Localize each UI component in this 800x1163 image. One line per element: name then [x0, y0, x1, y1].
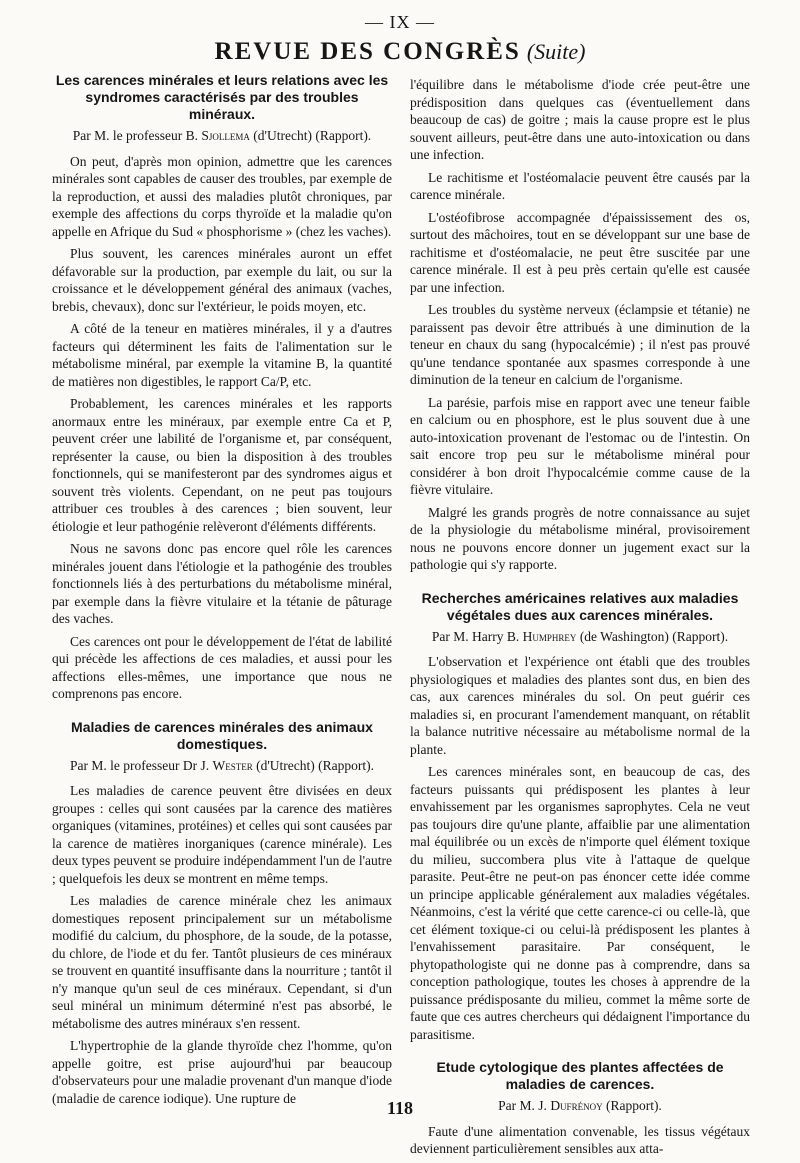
article-author-1: Par M. le professeur B. Sjollema (d'Utrecht) (Rapport).: [72, 128, 372, 143]
article-title-1: Les carences minérales et leurs relations avec les syndromes caractérisés par des troubles minéraux.: [55, 72, 389, 122]
paragraph: Le rachitisme et l'ostéomalacie peuvent être causés par la carence minérale.: [410, 169, 750, 202]
article-author-4: Par M. J. Dufrénoy (Rapport).: [498, 1098, 662, 1113]
header-title: REVUE DES CONGRÈS: [214, 38, 521, 65]
article-author-2: Par M. le professeur Dr J. Wester (d'Utrecht) (Rapport).: [70, 757, 374, 773]
left-column: [52, 72, 392, 1112]
paragraph: A côté de la teneur en matières minérales, il y a d'autres facteurs qui déterminent les faits de l'alimentation sur le métabolisme minéral, par exemple la vitamine B, la quantité de matières non digestibles, le rapport Ca/P, etc.: [52, 321, 392, 389]
paragraph: L'observation et l'expérience ont établi que des troubles physiologiques et maladies des plantes sont dus, en bien des cas, aux carences minérales du sol. On peut guérir ces maladies si, en procurant l'amendement manquant, on rétablit la balance nutritive nécessaire au métabolisme normal de la plante.: [410, 654, 750, 757]
article-title-3: Recherches américaines relatives aux maladies végétales dues aux carences minérales.: [421, 589, 739, 623]
right-column: [410, 76, 750, 1163]
paragraph: Nous ne savons donc pas encore quel rôle les carences minérales jouent dans l'étiologie et la pathogénie des troubles fonctionnels liés à des perturbations du métabolisme minéral, par exemple dans la fièvre vitulaire et la tétanie de pâturage des vaches.: [52, 541, 392, 626]
paragraph: Les carences minérales sont, en beaucoup de cas, des facteurs puissants qui prédisposent les plantes à leur envahissement par les organismes saprophytes. Cela ne veut pas toujours dire qu'une plante, affaiblie par une alimentation mal équilibrée ou un excès de n'importe quel élément toxique du milieu, succombera plus vite à l'attaque de quelque parasite. Peut-être ne peut-on pas énoncer cette idée comme un principe applicable généralement aux maladies végétales. Néanmoins, c'est la vérité que cette carence-ci ou celle-là, que cet élément toxique-ci ou celui-là prédisposent les plantes à l'envahissement parasitaire. Par conséquent, le phytopathologiste qui ne donne pas à comprendre, dans sa conception pathologique, toutes les choses à apprendre de la puissance prédisposante du milieu, commet la même sorte de faute que ces autres chercheurs qui dédaignent l'importance du parasitisme.: [410, 764, 750, 1042]
paragraph: Probablement, les carences minérales et les rapports anormaux entre les minéraux, par exemple entre Ca et P, peuvent créer une labilité de l'organisme et, par conséquent, représenter la cause, ou bien la disposition à des troubles fonctionnels, qui se manifesteront par des syndromes aigus et souvent très violents. Cependant, on ne peut pas toujours attribuer ces troubles à des carences ; bien souvent, leur étiologie et leur pathogénie relèveront d'éléments différents.: [52, 396, 392, 534]
page-header: [0, 38, 800, 66]
roman-page-number: — IX —: [365, 12, 435, 32]
article-title-4: Etude cytologique des plantes affectées de maladies de carences.: [436, 1059, 724, 1092]
page-number: 118: [386, 1098, 413, 1118]
paragraph: L'ostéofibrose accompagnée d'épaississement des os, surtout des mâchoires, tout en se développant sur une base de rachitisme et d'ostéomalacie, ne peut être suscitée par une carence minérale. Il est à peu près certain qu'elle est causée par une infection.: [410, 209, 750, 295]
paragraph: On peut, d'après mon opinion, admettre que les carences minérales sont capables de causer des troubles, par exemple de la reproduction, et aussi des maladies plutôt chroniques, par exemple des affections du corps thyroïde et la maladie qu'on appelle en Afrique du Sud « phosphorisme » (chez les vaches).: [52, 153, 392, 239]
article-author-3: Par M. Harry B. Humphrey (de Washington) (Rapport).: [431, 628, 729, 644]
article-title-2: Maladies de carences minérales des animaux domestiques.: [71, 718, 373, 752]
paragraph: Ces carences ont pour le développement de l'état de labilité qui précède les affections de ces maladies, et aussi pour les affections elles-mêmes, une importance que nous ne comprenons pas encore.: [52, 633, 392, 701]
paragraph: Les troubles du système nerveux (éclampsie et tétanie) ne paraissent pas devoir être attribués à une diminution de la teneur en chaux du sang (hypocalcémie) ; il n'est pas prouvé qu'une tendance spontanée aux spasmes corresponde à une diminution de la teneur en calcium de l'organisme.: [410, 302, 750, 387]
paragraph: L'hypertrophie de la glande thyroïde chez l'homme, qu'on appelle goitre, est prise aujourd'hui par beaucoup d'observateurs pour une maladie provenant d'un manque d'iode (maladie de carence iodique). Une rupture de: [52, 1038, 392, 1106]
paragraph: La parésie, parfois mise en rapport avec une teneur faible en calcium ou en phosphore, est le plus souvent due à une auto-intoxication provenant de l'estomac ou de l'intestin. On sait encore trop peu sur le métabolisme minéral pour considérer à bon droit l'hypocalcémie comme cause de la fièvre vitulaire.: [410, 394, 750, 497]
paragraph: Les maladies de carence peuvent être divisées en deux groupes : celles qui sont causées par la carence des matières organiques (vitamines, protéines) et celles qui sont causées par la carence de matières inorganiques (carence minérale). Les deux types peuvent se produire indépendamment l'un de l'autre ; quelquefois les deux se montrent en même temps.: [52, 783, 393, 886]
paragraph: Plus souvent, les carences minérales auront un effet défavorable sur la production, par exemple du lait, ou sur la croissance et le développement général des animaux (vaches, brebis, chevaux), donc sur l'extérieur, le poids moyen, etc.: [52, 246, 392, 314]
paragraph: Faute d'une alimentation convenable, les tissus végétaux deviennent particulièrement sensibles aux atta-: [410, 1123, 750, 1156]
paragraph: Malgré les grands progrès de notre connaissance au sujet de la physiologie du métabolisme minéral, provisoirement nous ne pouvons encore donner un jugement exact sur la pathologie qui s'y rapporte.: [410, 504, 750, 572]
paragraph: Les maladies de carence minérale chez les animaux domestiques reposent principalement sur un métabolisme modifié du calcium, du phosphore, de la soude, de la potasse, du chlore, de l'iode et du fer. Tantôt plusieurs de ces minéraux se trouvent en quantité insuffisante dans la nourriture ; tantôt il n'y manque qu'un seul de ces minéraux. Cependant, si d'un seul minéral un minimum déterminé n'est pas absorbé, le métabolisme des autres minéraux s'en ressent.: [52, 893, 392, 1031]
header-suite: (Suite): [526, 39, 586, 64]
paragraph: l'équilibre dans le métabolisme d'iode crée peut-être une prédisposition dans quelques cas (éventuellement dans beaucoup de cas) de goitre ; mais la cause propre est le plus souvent ailleurs, peut-être dans une auto-intoxication ou dans une infection.: [410, 77, 750, 162]
